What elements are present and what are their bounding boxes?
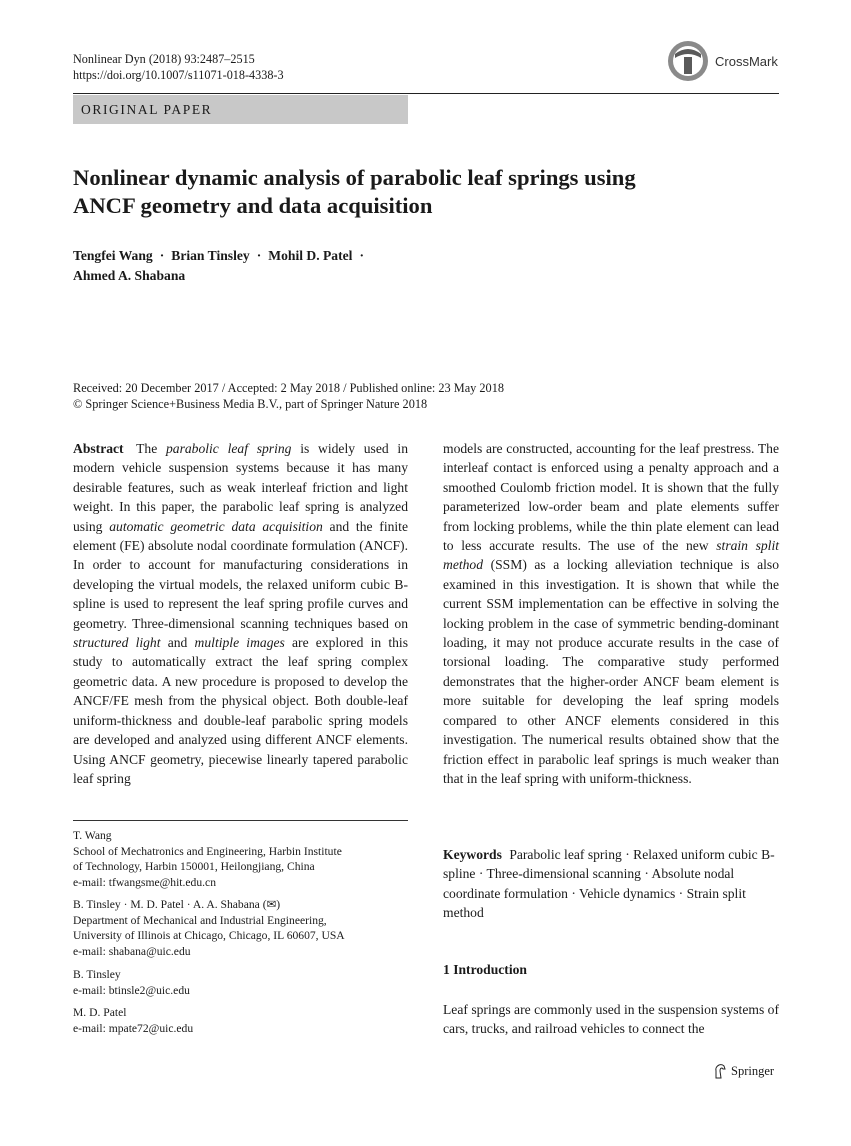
publisher-logo	[713, 1063, 774, 1079]
affiliation-block-3	[73, 967, 408, 998]
abstract-emphasis: strain split method	[443, 538, 780, 573]
affiliation-line: School of Mechatronics and Engineering, Harbin Institute	[73, 844, 342, 858]
abstract-run: and the finite element (FE) absolute nodal coordinate formulation (ANCF). In order to account for manufacturing considerations in developing the virtual models, the relaxed uniform cubic B-spline is used to represent the leaf spring profile curves and geometry. Three-dimensional scanning techniques based on	[73, 518, 408, 631]
author-name[interactable]: Brian Tinsley	[171, 248, 250, 263]
keywords-block	[443, 845, 779, 923]
journal-citation	[73, 51, 284, 83]
abstract-emphasis: automatic geometric data acquisition	[109, 518, 323, 534]
doi-link[interactable]: https://doi.org/10.1007/s11071-018-4338-3	[73, 68, 284, 82]
affiliation-name: M. D. Patel	[73, 1006, 127, 1019]
copyright-line: © Springer Science+Business Media B.V., part of Springer Nature 2018	[73, 397, 428, 411]
email-link[interactable]: e-mail: btinsle2@uic.edu	[73, 983, 190, 997]
abstract-run: (SSM) as a locking alleviation technique is also examined in this investigation. It is shown that while the current SSM implementation can be effective in solving the locking problem in the case of symmetric bending-dominant loading, it may not produce accurate results in the case of torsional loading. The comparative study performed demonstrates that the higher-order ANCF beam element is more suitable for developing the leaf spring models compared to other ANCF elements considered in this investigation. The numerical results obtained show that the friction effect in parabolic leaf springs is much weaker than that in the leaf spring with uniform-thickness.	[443, 557, 779, 786]
email-link[interactable]: e-mail: tfwangsme@hit.edu.cn	[73, 875, 216, 889]
affiliation-block-2	[73, 897, 408, 959]
abstract-run: is widely used in modern vehicle suspension systems because it has many desirable features, such as weak interleaf friction and light weight. In this paper, the parabolic leaf spring is analyzed using	[73, 441, 408, 534]
paper-title	[73, 164, 773, 220]
section-heading-introduction: 1 Introduction	[443, 962, 527, 977]
envelope-icon: (✉)	[262, 898, 281, 911]
section-banner: ORIGINAL PAPER	[73, 95, 408, 124]
author-name[interactable]: Tengfei Wang	[73, 248, 153, 263]
keywords-heading: Keywords	[443, 847, 502, 862]
publisher-name: Springer	[731, 1063, 775, 1078]
title-line-1: Nonlinear dynamic analysis of parabolic leaf springs using	[73, 165, 636, 190]
introduction-text: Leaf springs are commonly used in the suspension systems of cars, trucks, and railroad vehicles to connect the	[443, 1002, 779, 1037]
springer-horse-icon	[713, 1063, 727, 1079]
abstract-run: The	[136, 441, 166, 456]
affiliation-block-4	[73, 1005, 408, 1036]
affiliation-name: B. Tinsley · M. D. Patel · A. A. Shabana	[73, 898, 260, 911]
abstract-text-left	[73, 441, 408, 786]
crossmark-icon	[667, 40, 709, 82]
abstract-emphasis: parabolic leaf spring	[165, 441, 292, 456]
email-link[interactable]: e-mail: mpate72@uic.edu	[73, 1021, 194, 1035]
abstract-left-column	[73, 439, 408, 788]
abstract-emphasis: structured light	[73, 635, 161, 651]
author-separator: ·	[359, 248, 364, 263]
title-line-2: ANCF geometry and data acquisition	[73, 193, 433, 218]
abstract-text-right	[443, 441, 779, 786]
abstract-heading: Abstract	[73, 441, 124, 456]
author-list	[73, 246, 371, 285]
author-name[interactable]: Ahmed A. Shabana	[73, 267, 186, 283]
affiliation-name: T. Wang	[73, 829, 112, 842]
crossmark-badge[interactable]	[667, 38, 785, 84]
abstract-emphasis: multiple images	[194, 635, 285, 651]
footnote-rule	[73, 820, 408, 821]
affiliation-line: of Technology, Harbin 150001, Heilongjiang, China	[73, 860, 315, 874]
affiliation-name: B. Tinsley	[73, 968, 121, 981]
author-name[interactable]: Mohil D. Patel	[268, 248, 353, 263]
dates-line: Received: 20 December 2017 / Accepted: 2 May 2018 / Published online: 23 May 2018	[73, 381, 504, 395]
abstract-right-column	[443, 439, 779, 788]
abstract-run: and	[160, 635, 195, 651]
journal-line: Nonlinear Dyn (2018) 93:2487–2515	[73, 52, 255, 66]
author-separator: ·	[256, 248, 262, 263]
affiliation-line: University of Illinois at Chicago, Chicago, IL 60607, USA	[73, 929, 345, 943]
crossmark-label: CrossMark	[715, 53, 778, 69]
affiliation-block-1	[73, 828, 408, 890]
abstract-run: models are constructed, accounting for the leaf prestress. The interleaf contact is enforced using a penalty approach and a smoothed Coulomb friction model. It is shown that the fully parameterized low-order beam and plate elements suffer from locking problems, while the thin plate element can lead to less accurate results. The use of the new	[443, 441, 779, 554]
affiliation-line: Department of Mechanical and Industrial Engineering,	[73, 913, 327, 927]
author-separator: ·	[159, 248, 165, 263]
email-link[interactable]: e-mail: shabana@uic.edu	[73, 944, 191, 958]
publication-history	[73, 380, 504, 412]
keywords-text: Parabolic leaf spring · Relaxed uniform cubic B-spline · Three-dimensional scanning · Absolute nodal coordinate formulation · Vehicle dynamics · Strain split method	[443, 847, 775, 921]
abstract-run: are explored in this study to automatically extract the leaf spring complex geometric data. A new procedure is proposed to develop the ANCF/FE mesh from the physical object. Both double-leaf uniform-thickness and double-leaf parabolic spring models are developed and analyzed using different ANCF elements. Using ANCF geometry, piecewise linearly tapered parabolic leaf spring	[73, 635, 408, 786]
